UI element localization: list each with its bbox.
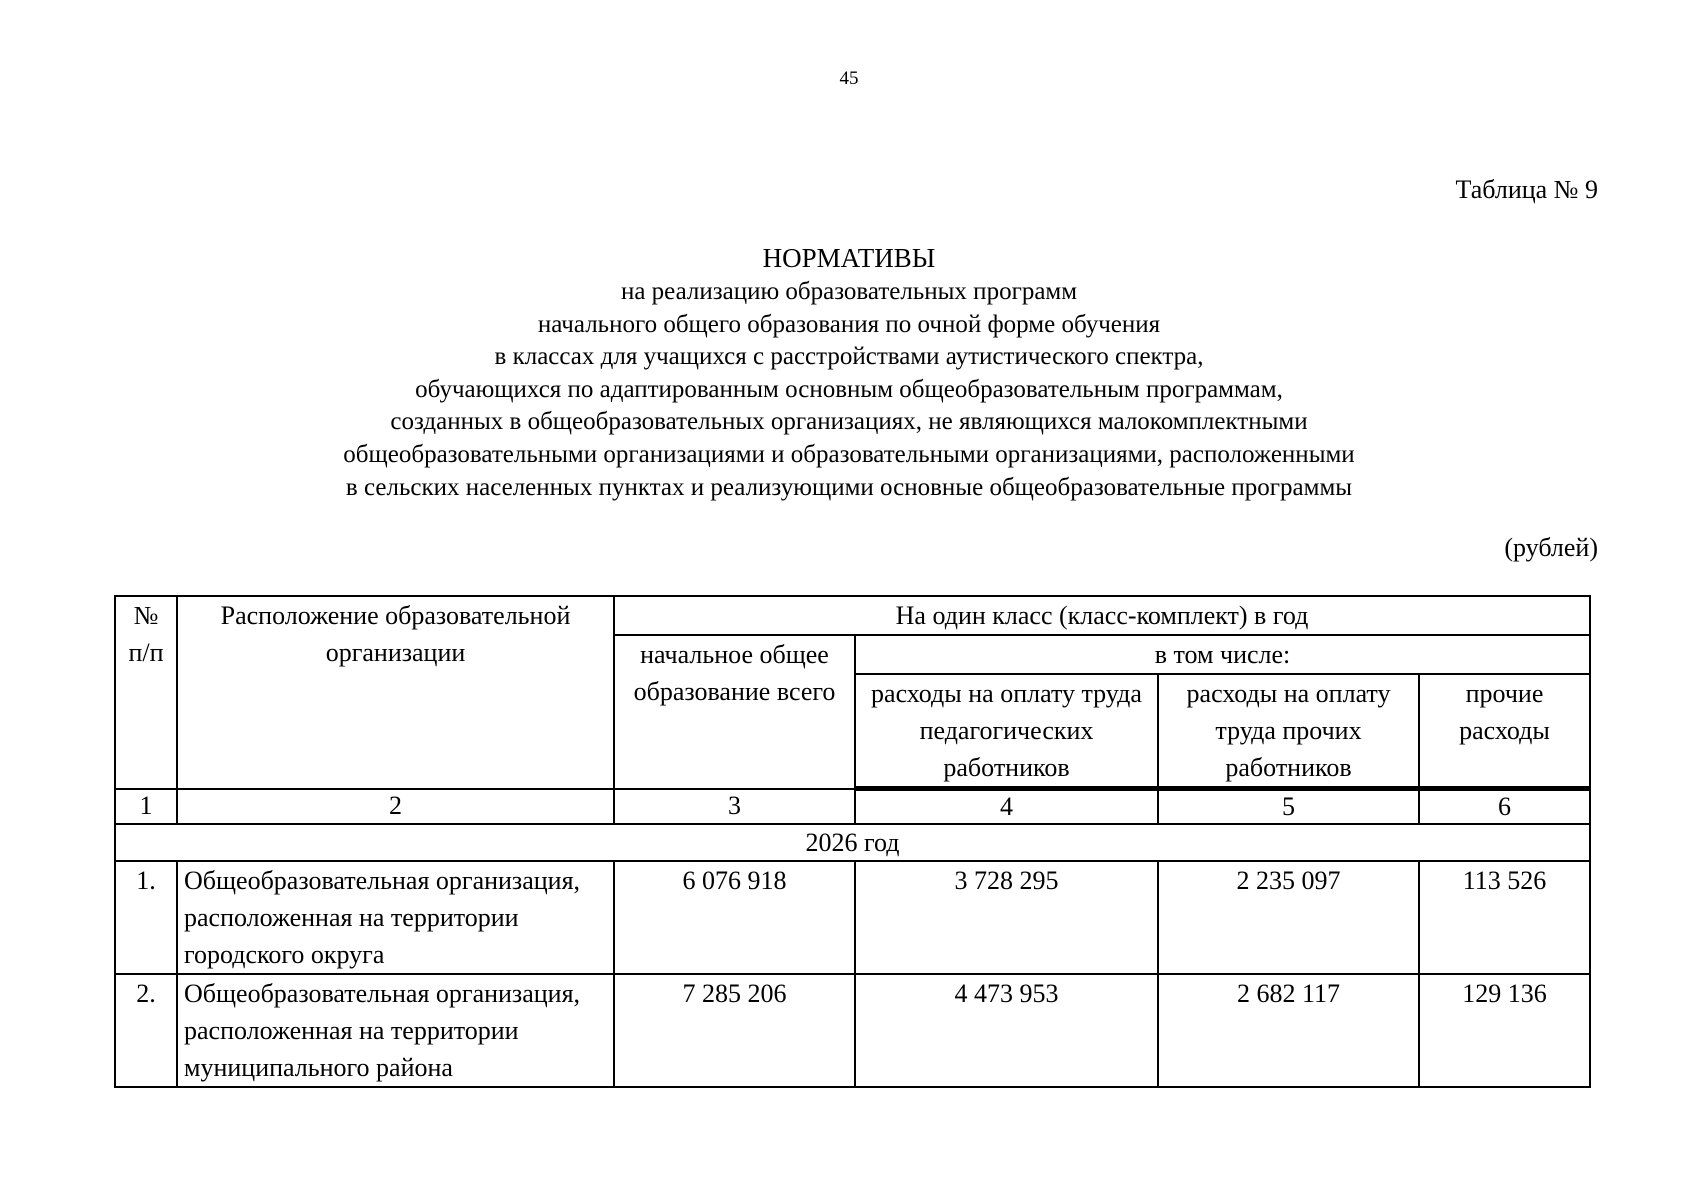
row-other-staff: 2 235 097 (1158, 861, 1419, 974)
title-line: на реализацию образовательных программ (620, 278, 1078, 305)
header-per-class: На один класс (класс-комплект) в год (614, 596, 1590, 635)
column-number: 6 (1419, 789, 1590, 825)
title-line: созданных в общеобразовательных организациях, не являющихся малокомплектными (390, 408, 1308, 436)
column-number: 5 (1158, 789, 1419, 825)
table-number: Таблица № 9 (1455, 175, 1598, 204)
column-number: 3 (614, 789, 855, 825)
header-including: в том числе: (855, 635, 1590, 674)
column-number: 1 (115, 789, 177, 825)
header-location: Расположение образовательной организации (177, 596, 614, 789)
page-number: 45 (839, 68, 859, 89)
row-teachers: 3 728 295 (855, 861, 1158, 974)
column-numbers-row (115, 789, 1590, 825)
title-heading: НОРМАТИВЫ (762, 243, 936, 273)
title-line: общеобразовательными организациями и образовательными организациями, расположенными (343, 440, 1355, 468)
row-total: 6 076 918 (614, 861, 855, 974)
title-line: в классах для учащихся с расстройствами аутистического спектра, (494, 343, 1204, 371)
row-num: 1. (115, 861, 177, 974)
norms-table (114, 595, 1591, 1088)
title-line: начального общего образования по очной форме обучения (537, 310, 1161, 338)
header-num: № п/п (115, 596, 177, 789)
title-line: обучающихся по адаптированным основным общеобразовательным программам, (415, 375, 1283, 403)
table-row (115, 861, 1590, 974)
year-label: 2026 год (115, 824, 1590, 861)
header-other-expenses: прочие расходы (1419, 674, 1590, 789)
header-row (115, 596, 1590, 635)
row-location: Общеобразовательная организация, расположенная на территории муниципального района (177, 974, 614, 1087)
row-teachers: 4 473 953 (855, 974, 1158, 1087)
row-other-staff: 2 682 117 (1158, 974, 1419, 1087)
header-teachers: расходы на оплату труда педагогических работников (855, 674, 1158, 789)
table-row (115, 974, 1590, 1087)
row-total: 7 285 206 (614, 974, 855, 1087)
units-label: (рублей) (1504, 533, 1598, 562)
column-number: 4 (855, 789, 1158, 825)
row-other-expenses: 129 136 (1419, 974, 1590, 1087)
header-other-staff: расходы на оплату труда прочих работников (1158, 674, 1419, 789)
column-number: 2 (177, 789, 614, 825)
row-num: 2. (115, 974, 177, 1087)
year-row (115, 824, 1590, 861)
title-line: в сельских населенных пунктах и реализующими основные общеобразовательные программы (345, 473, 1353, 501)
document-title (0, 240, 1698, 504)
row-location: Общеобразовательная организация, расположенная на территории городского округа (177, 861, 614, 974)
header-total: начальное общее образование всего (614, 635, 855, 789)
row-other-expenses: 113 526 (1419, 861, 1590, 974)
